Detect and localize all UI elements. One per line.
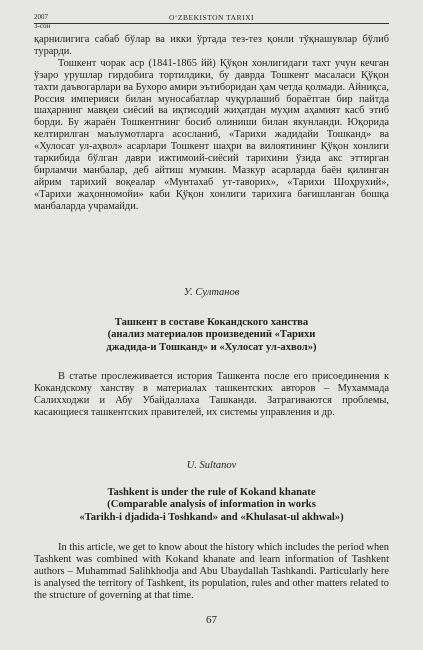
russian-title	[50, 317, 373, 354]
russian-title-line-2: (анализ материалов произведений «Тарихи	[107, 329, 316, 341]
english-title-line-1: Tashkent is under the rule of Kokand khanate	[107, 487, 316, 498]
english-title-line-3: «Tarikh-i djadida-i Toshkand» and «Khulasat-ul akhwal»)	[79, 511, 344, 523]
russian-title-line-3: джадида-и Тошканд» и «Хулосат ул-ахвол»)	[106, 341, 317, 353]
english-abstract: In this article, we get to know about the history which includes the period when Tashkent was combined with Kokand khanate and learn information of Tashkent authors – Muhammad Salihkhodja and Abu Ubaydallah Tashkandi. Particularly here is analysed the territory of Tashkent, its population, rules and other matters related to the structure of governing at that time.	[34, 542, 389, 601]
header-issue: 3-сон	[34, 22, 51, 30]
page-number: 67	[206, 614, 217, 626]
header-rule	[34, 23, 389, 24]
russian-author: У. Султанов	[183, 287, 240, 298]
english-title-line-2: (Comparable analysis of information in works	[107, 499, 316, 511]
uzbek-paragraph-2: Тошкент чорак аср (1841-1865 йй) Қўқон хонлигидаги тахт учун кечган ўзаро урушлар гирдобига тортилдики, бу даврда Тошкент масалаcи Қўқон тахти даъвогарлари ва Бухоро амири эътиборидан ҳам четда қолмади. Айниқса, Россия империяси билан муносабатлар чуқурлашиб бораётган бир пайтда шаҳарнинг мавқеи сиёсий ва иқтисодий жиҳатдан муҳим аҳамият касб этиб борди. Бу жараён Тошкентнинг босиб олиниши билан якунланди. Юқорида келтирилган маълумотларга асосланиб, «Тарихи жадидайи Тошканд» ва «Хулосат ул-аҳвол» асарлари Тошкент шаҳри ва вилоятининг Қўқон хонлиги таркибида бўлган даври ижтимоий-сиёсий тарихини ўзида акс эттирган бирламчи манбалар, деб айтиш мумкин. Мазкур асарларда баён қилинган айрим тарихий воқеалар «Мунтахаб ут-таворих», «Тарихи Шоҳрухий», «Тарихи жаҳонномойи» каби Қўқон хонлиги тарихига бағишланган бошқа манбаларда учрамайди.	[34, 57, 389, 212]
english-author: U. Sultanov	[186, 460, 237, 471]
header-journal-title: O‘ZBEKISTON TARIXI	[169, 13, 254, 22]
english-title	[50, 487, 373, 524]
header-year: 2007	[34, 13, 48, 21]
uzbek-paragraph-1: қарнилигига сабаб бўлар ва икки ўртада тез-тез қонли тўқнашувлар бўлиб турарди.	[34, 34, 389, 57]
russian-title-line-1: Ташкент в составе Кокандского ханства	[114, 317, 309, 328]
uzbek-text	[34, 34, 389, 213]
russian-abstract: В статье прослеживается история Ташкента после его присоединения к Кокандскому ханству в материалах ташкентских авторов – Мухаммада Салихходжи и Абу Убайдаллаха Ташканди. Затрагиваются проблемы, касающиеся ташкентских правителей, их системы управления и др.	[34, 371, 389, 418]
